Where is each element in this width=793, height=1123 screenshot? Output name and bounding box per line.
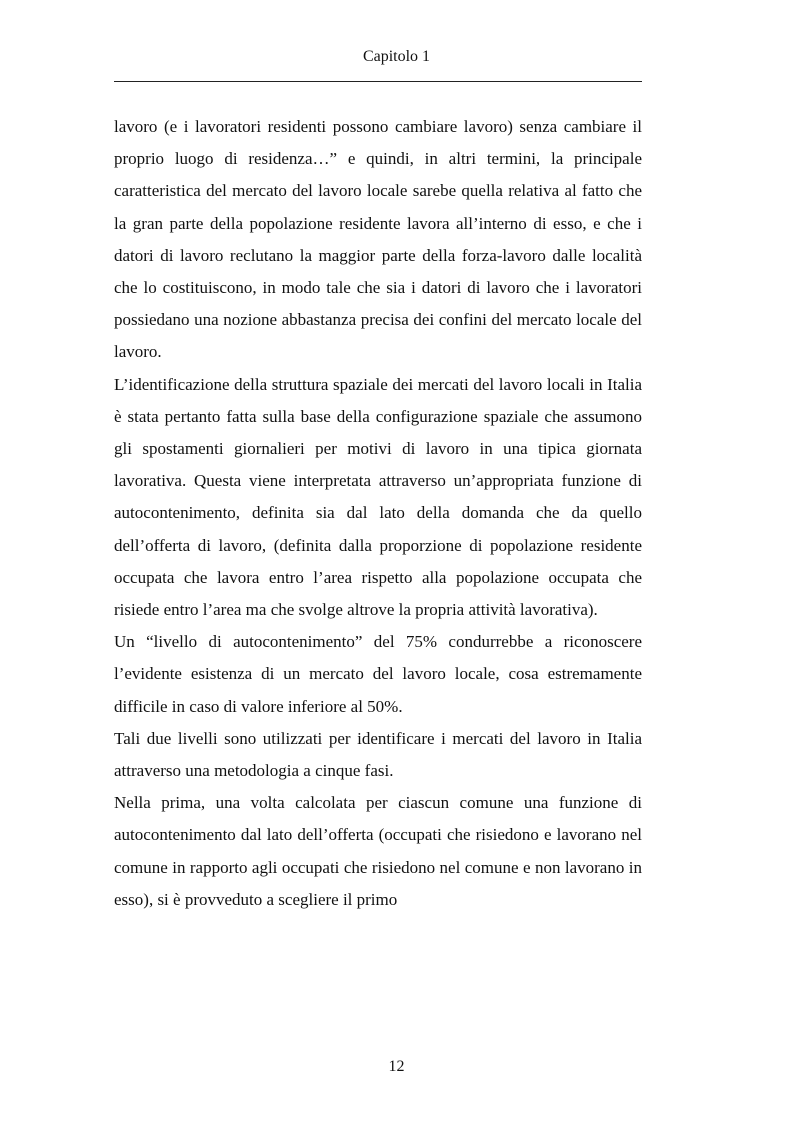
- header-rule: [114, 81, 642, 82]
- body-text: [114, 111, 642, 916]
- paragraph-1: lavoro (e i lavoratori residenti possono cambiare lavoro) senza cambiare il proprio luogo di residenza…” e quindi, in altri termini, la principale caratteristica del mercato del lavoro locale sarebe quella relativa al fatto che la gran parte della popolazione residente lavora all’interno di esso, e che i datori di lavoro reclutano la maggior parte della forza-lavoro dalle località che lo costituiscono, in modo tale che sia i datori di lavoro che i lavoratori possiedano una nozione abbastanza precisa dei confini del mercato locale del lavoro.: [114, 117, 642, 362]
- paragraph-3: Un “livello di autocontenimento” del 75% condurrebbe a riconoscere l’evidente esistenza di un mercato del lavoro locale, cosa estremamente difficile in caso di valore inferiore al 50%.: [114, 632, 642, 716]
- page-number: 12: [388, 1058, 405, 1075]
- paragraph-5: Nella prima, una volta calcolata per ciascun comune una funzione di autocontenimento dal lato dell’offerta (occupati che risiedono e lavorano nel comune in rapporto agli occupati che risiedono nel comune e non lavorano in esso), si è provveduto a scegliere il primo: [114, 793, 642, 909]
- paragraph-2: L’identificazione della struttura spaziale dei mercati del lavoro locali in Italia è stata pertanto fatta sulla base della configurazione spaziale che assumono gli spostamenti giornalieri per motivi di lavoro in una tipica giornata lavorativa. Questa viene interpretata attraverso un’appropriata funzione di autocontenimento, definita sia dal lato della domanda che da quello dell’offerta di lavoro, (definita dalla proporzione di popolazione residente occupata che lavora entro l’area rispetto alla popolazione occupata che risiede entro l’area ma che svolge altrove la propria attività lavorativa).: [114, 374, 642, 620]
- paragraph-4: Tali due livelli sono utilizzati per identificare i mercati del lavoro in Italia attraverso una metodologia a cinque fasi.: [114, 728, 642, 781]
- running-head: Capitolo 1: [362, 48, 431, 65]
